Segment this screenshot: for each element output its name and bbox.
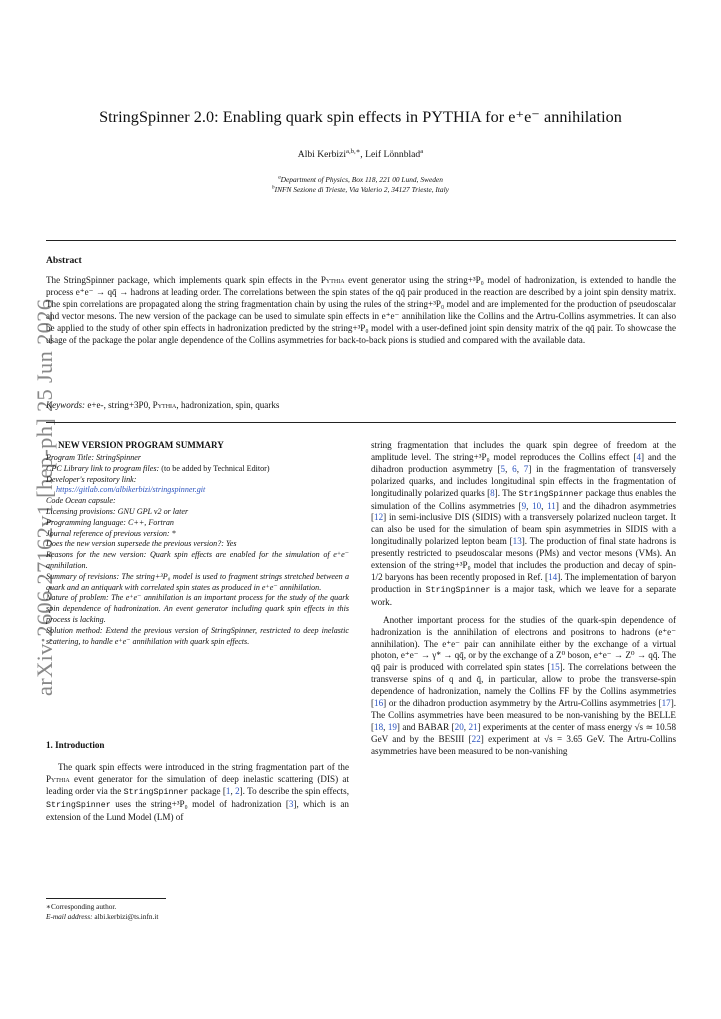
stringspinner-name: StringSpinner <box>123 787 189 797</box>
citation-link[interactable]: 17 <box>661 698 671 709</box>
author-1: Albi Kerbizi <box>297 149 346 160</box>
citation-link[interactable]: 4 <box>636 451 641 462</box>
stringspinner-name: StringSpinner <box>518 489 584 499</box>
citation-link[interactable]: 3 <box>288 798 294 809</box>
citation-link[interactable]: 1 <box>225 785 231 796</box>
abstract-body: The StringSpinner package, which implements quark spin effects in the Pythia event generator using the string+³P₀ model of hadronization, is extended to handle the process e⁺e⁻ → qq̄ → hadrons at leading order. The correlations between the spin states of the qq̄ pair produced in the reaction are described by a joint spin density matrix. The spin correlations are propagated along the string fragmentation chain by using the rules of the string+³P₀ model and are implemented for the production of pseudoscalar and vector mesons. The new version of the package can be used to simulate spin effects in e⁺e⁻ annihilation like the Collins and the Artru-Collins asymmetries. It can also be applied to the study of other spin effects in hadronization predicted by the string+³P₀ model with a user-defined joint spin density matrix of the qq̄ pair. To showcase the usage of the package the polar angle dependence of the Collins asymmetries for back-to-back pions is studied and compared with the available data. <box>46 275 676 346</box>
introduction-heading: 1. Introduction <box>46 740 105 750</box>
summary-repo-label: Developer's repository link: <box>46 474 137 484</box>
right-paragraph-2: Another important process for the studies of the quark-spin dependence of hadronization is the annihilation of electrons and positrons to hadrons (e⁺e⁻ annihilation). The e⁺e⁻ pair can annihilate either by the exchange of a virtual photon, e⁺e⁻ → γ* → qq̄, or by the exchange of a Z⁰ boson, e⁺e⁻ → Z⁰ → qq̄. The qq̄ pair is produced with correlated spin states [15]. The correlations between the transverse spins of q and q̄, in particular, allow to probe the transverse-spin dependence of hadronization, namely the Collins FF by the Collins asymmetries [16] or the dihadron production asymmetry by the Artru-Collins asymmetries [17]. The Collins asymmetries have been measured to be non-vanishing by the BELLE [18, 19] and BABAR [20, 21] experiments at the center of mass energy √s ≃ 10.58 GeV and by the BESIII [22] experiment at √s = 3.65 GeV. The Artru-Collins asymmetries have been measured to be non-vanishing <box>371 614 676 756</box>
summary-capsule: Code Ocean capsule: <box>46 496 116 506</box>
affiliation-b <box>0 185 721 194</box>
repo-link[interactable]: https://gitlab.com/albikerbizi/stringspinner.git <box>56 485 206 495</box>
author-list <box>0 149 721 160</box>
pythia-name: Pythia <box>320 275 345 285</box>
summary-reasons: Reasons for the new version: Quark spin effects are enabled for the simulation of e⁺e⁻ annihilation. <box>46 550 349 570</box>
citation-link[interactable]: 7 <box>523 463 529 474</box>
summary-language: Programming language: C++, Fortran <box>46 517 174 527</box>
affiliation-mark: a <box>278 174 281 181</box>
paper-title: StringSpinner 2.0: Enabling quark spin effects in PYTHIA for e⁺e⁻ annihilation <box>99 108 622 126</box>
summary-cpc: CPC Library link to program files: (to be added by Technical Editor) <box>46 463 270 473</box>
citation-link[interactable]: 12 <box>374 512 384 523</box>
right-paragraph-1: string fragmentation that includes the quark spin degree of freedom at the amplitude level. The string+³P₀ model reproduces the Collins effect [4] and the dihadron production asymmetry [5, 6, 7] in the fragmentation of transversely polarized quarks, and includes longitudinal spin effects in the fragmentation of longitudinally polarized quarks [8]. The StringSpinner package thus enables the simulation of the Collins asymmetries [9, 10, 11] and the dihadron asymmetries [12] in semi-inclusive DIS (SIDIS) with a transversely polarized nucleon target. It can also be used for the simulation of beam spin asymmetries in SIDIS with a longitudinally polarized lepton beam [13]. The production of final state hadrons is presently restricted to pseudoscalar mesons (PMs) and vector mesons (VMs). An extension of the string+³P₀ model that includes the production and decay of spin-1/2 baryons has been recently proposed in Ref. [14]. The implementation of baryon production in StringSpinner is a major task, which we leave for a separate work. <box>371 440 677 607</box>
citation-link[interactable]: 20 <box>454 721 464 732</box>
footnote-corresponding: ∗Corresponding author. <box>46 902 117 911</box>
footnote-rule <box>46 898 166 899</box>
citation-link[interactable]: 9 <box>521 500 527 511</box>
citation-link[interactable]: 2 <box>235 785 240 796</box>
footnote-email: E-mail address: albi.kerbizi@ts.infn.it <box>46 912 159 921</box>
arxiv-watermark: arXiv:2606.27162v1 [hep-ph] 25 Jun 2026 <box>32 298 57 696</box>
summary-title: Program Title: StringSpinner <box>46 453 142 462</box>
citation-link[interactable]: 8 <box>490 487 495 498</box>
summary-nature: Nature of problem: The e⁺e⁻ annihilation is an important process for the study of the quark spin dependence of hadronization. An event generator including quark spin effects in this process is lacking. <box>46 593 349 624</box>
keywords: Keywords: e+e-, string+3P0, Pythia, hadronization, spin, quarks <box>46 400 280 410</box>
citation-link[interactable]: 22 <box>471 733 481 744</box>
affiliation-text: Department of Physics, Box 118, 221 00 Lund, Sweden <box>280 175 443 184</box>
summary-heading: NEW VERSION PROGRAM SUMMARY <box>58 440 224 450</box>
affiliation-text: INFN Sezione di Trieste, Via Valerio 2, 34127 Trieste, Italy <box>274 185 449 194</box>
stringspinner-name: StringSpinner <box>425 585 491 595</box>
citation-link[interactable]: 16 <box>374 698 384 709</box>
citation-link[interactable]: 21 <box>468 721 478 732</box>
introduction-paragraph: The quark spin effects were introduced in the string fragmentation part of the Pythia event generator for the simulation of deep inelastic scattering (DIS) at leading order via the StringSpinner package [1, 2]. To describe the spin effects, StringSpinner uses the string+³P₀ model of hadronization [3], which is an extension of the Lund Model (LM) of <box>46 762 349 822</box>
abstract-heading: Abstract <box>46 255 82 266</box>
summary-licensing: Licensing provisions: GNU GPL v2 or later <box>46 506 189 516</box>
abstract-bottom-rule <box>46 422 676 423</box>
right-column-text <box>371 440 676 758</box>
summary-journal: Journal reference of previous version: * <box>46 528 176 538</box>
citation-link[interactable]: 10 <box>532 500 542 511</box>
program-summary <box>46 453 349 647</box>
top-rule <box>46 240 676 241</box>
citation-link[interactable]: 5 <box>500 463 506 474</box>
summary-supersede: Does the new version supersede the previous version?: Yes <box>46 539 237 549</box>
citation-link[interactable]: 14 <box>548 571 558 582</box>
author-2: , Leif Lönnblad <box>360 149 421 160</box>
affiliation-a <box>0 175 721 184</box>
citation-link[interactable]: 13 <box>512 536 522 547</box>
stringspinner-name: StringSpinner <box>46 800 111 810</box>
author-2-marks: a <box>420 147 424 155</box>
citation-link[interactable]: 11 <box>547 500 556 511</box>
citation-link[interactable]: 18 <box>374 721 384 732</box>
affiliation-mark: b <box>272 184 275 191</box>
citation-link[interactable]: 19 <box>387 721 397 732</box>
keywords-label: Keywords: <box>46 400 86 410</box>
summary-solution: Solution method: Extend the previous version of StringSpinner, restricted to deep inelastic scattering, to handle e⁺e⁻ annihilation with quark spin effects. <box>46 625 349 646</box>
citation-link[interactable]: 6 <box>512 463 517 474</box>
citation-link[interactable]: 15 <box>550 662 560 673</box>
summary-revisions: Summary of revisions: The string+³P₀ model is used to fragment strings stretched between a quark and an antiquark with correlated spin states as produced in e⁺e⁻ annihilation. <box>46 571 349 592</box>
author-1-marks: a,b,∗ <box>346 147 361 155</box>
